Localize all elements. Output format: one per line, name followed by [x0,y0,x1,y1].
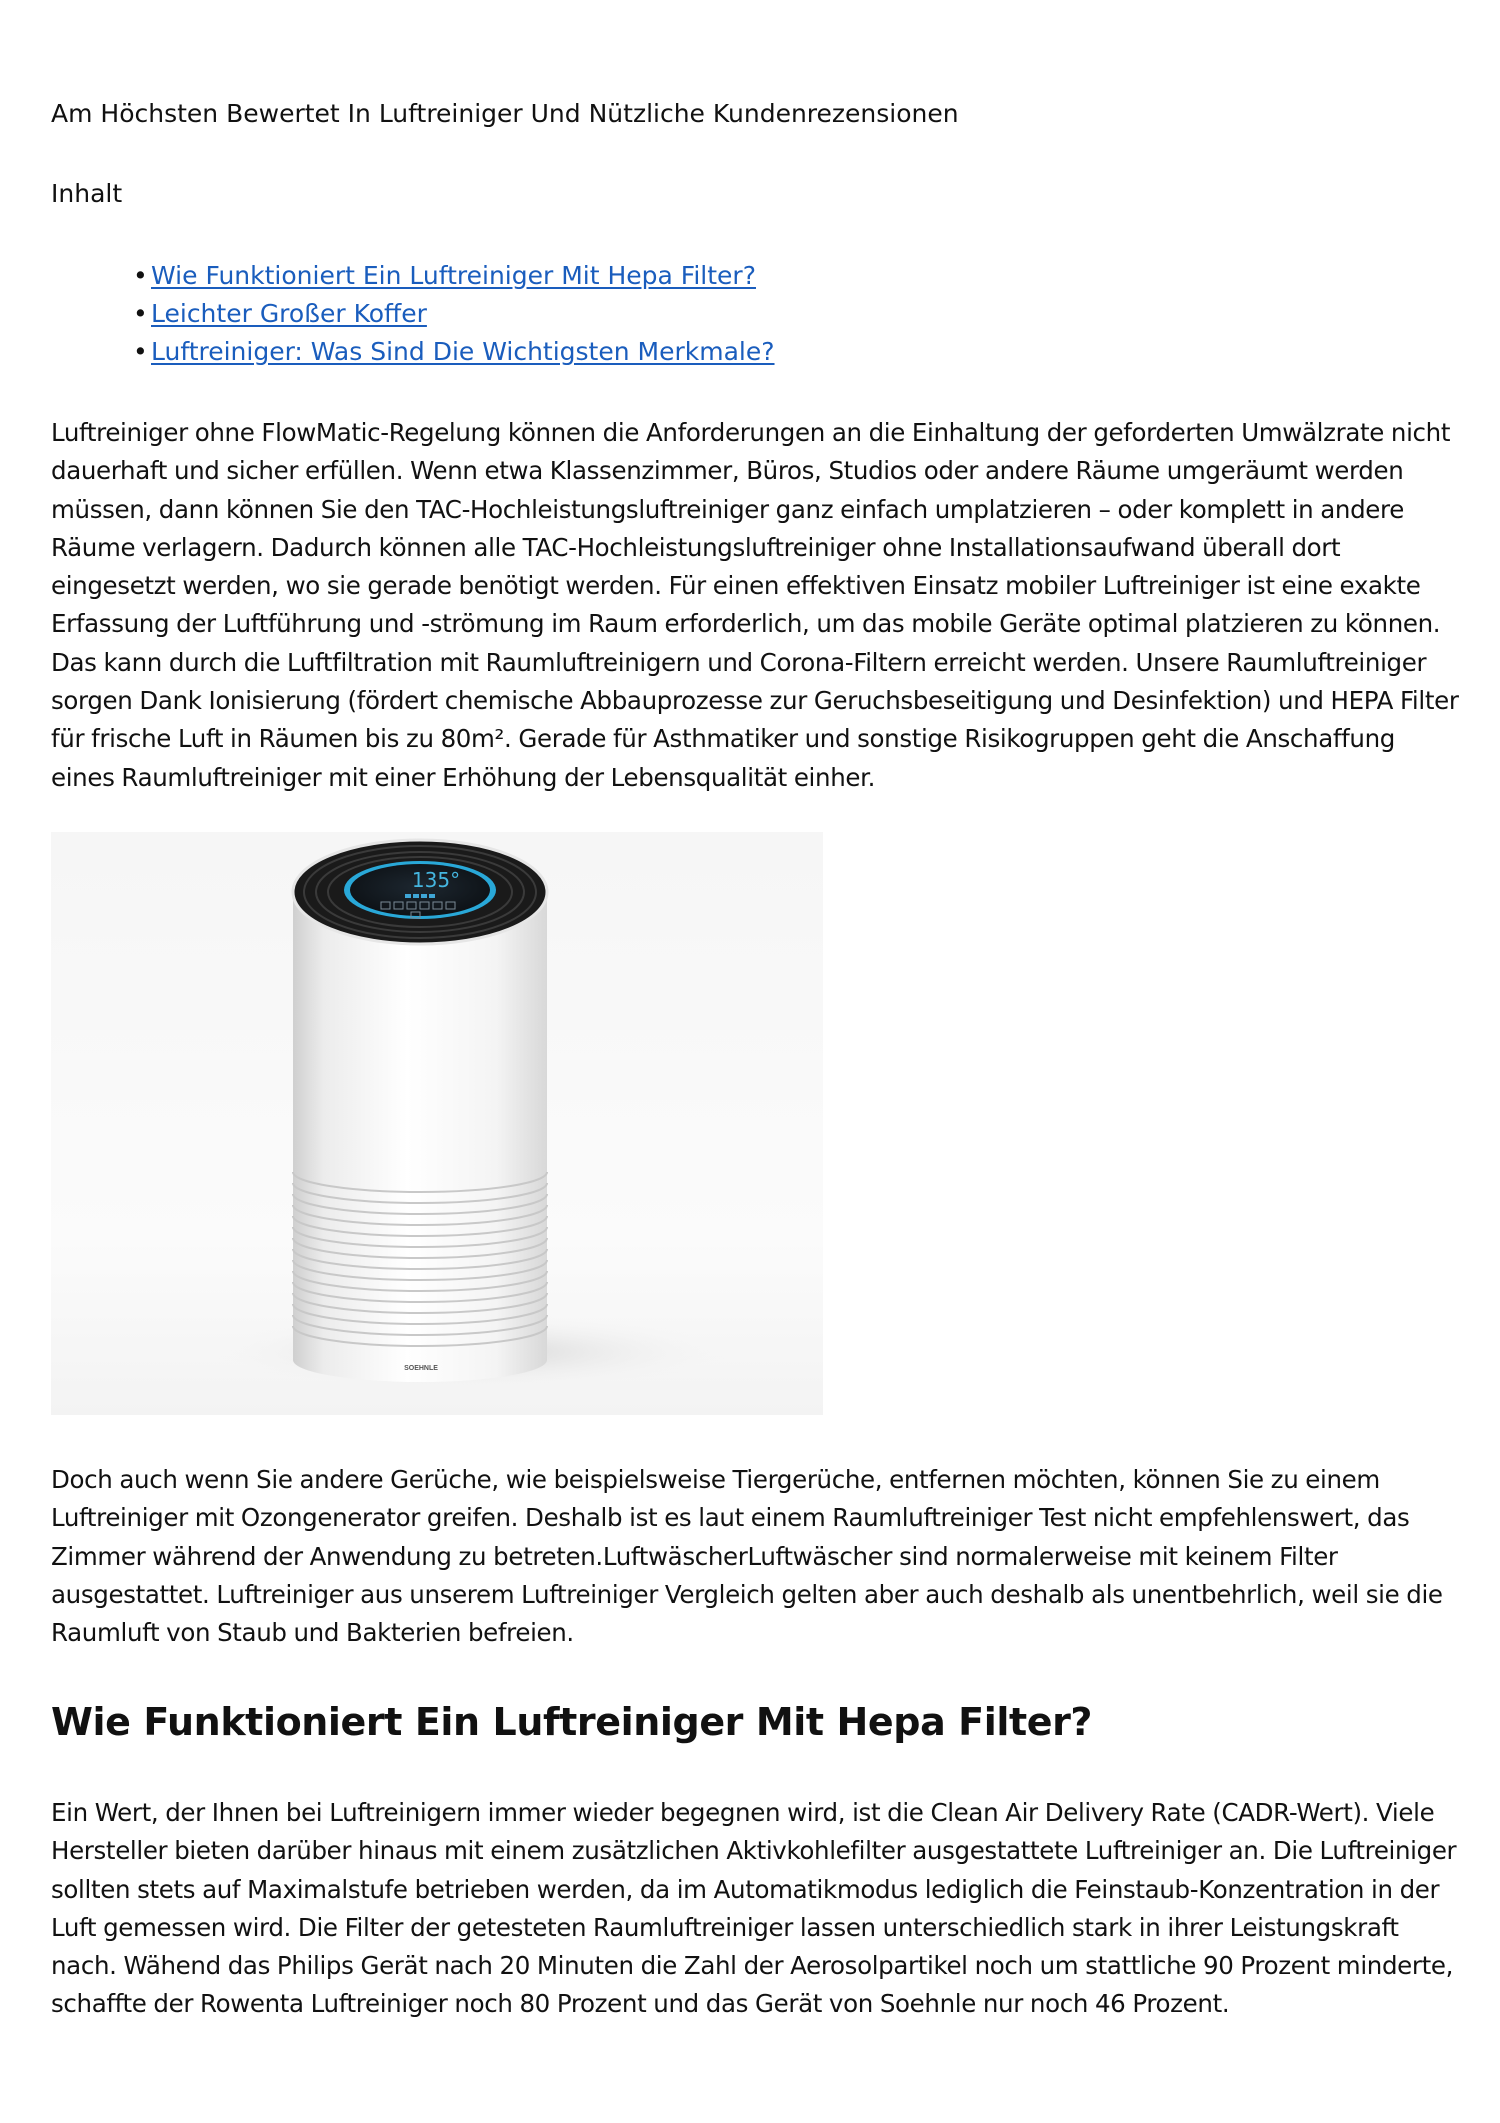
document-title: Am Höchsten Bewertet In Luftreiniger Und Nützliche Kundenrezensionen [51,99,959,128]
display-reading: 135° [411,868,461,892]
paragraph-ozon: Doch auch wenn Sie andere Gerüche, wie beispielsweise Tiergerüche, entfernen möchten, können Sie zu einem Luftreiniger mit Ozongenerator greifen. Deshalb ist es laut einem Raumluftreiniger Test nicht empfehlenswert, das Zimmer während der Anwendung zu betreten.LuftwäscherLuftwäscher sind normalerweise mit keinem Filter ausgestattet. Luftreiniger aus unserem Luftreiniger Vergleich gelten aber auch deshalb als unentbehrlich, weil sie die Raumluft von Staub und Bakterien befreien. [51,1465,1443,1648]
air-purifier-illustration [51,832,823,1415]
toc-link-merkmale[interactable]: Luftreiniger: Was Sind Die Wichtigsten Merkmale? [151,337,775,366]
paragraph-cadr: Ein Wert, der Ihnen bei Luftreinigern immer wieder begegnen wird, ist die Clean Air Delivery Rate (CADR-Wert). Viele Hersteller bieten darüber hinaus mit einem zusätzlichen Aktivkohlefilter ausgestattete Luftreiniger an. Die Luftreiniger sollten stets auf Maximalstufe betrieben werden, da im Automatikmodus lediglich die Feinstaub-Konzentration in der Luft gemessen wird. Die Filter der getesteten Raumluftreiniger lassen unterschiedlich stark in ihrer Leistungskraft nach. Wähend das Philips Gerät nach 20 Minuten die Zahl der Aerosolpartikel noch um stattliche 90 Prozent minderte, schaffte der Rowenta Luftreiniger noch 80 Prozent und das Gerät von Soehnle nur noch 46 Prozent. [51,1798,1457,2019]
toc-item [133,295,775,333]
air-purifier-image [51,832,823,1415]
bullet-icon: • [133,337,148,366]
paragraph-intro: Luftreiniger ohne FlowMatic-Regelung können die Anforderungen an die Einhaltung der geforderten Umwälzrate nicht dauerhaft und sicher erfüllen. Wenn etwa Klassenzimmer, Büros, Studios oder andere Räume umgeräumt werden müssen, dann können Sie den TAC-Hochleistungsluftreiniger ganz einfach umplatzieren – oder komplett in andere Räume verlagern. Dadurch können alle TAC-Hochleistungsluftreiniger ohne Installationsaufwand überall dort eingesetzt werden, wo sie gerade benötigt werden. Für einen effektiven Einsatz mobiler Luftreiniger ist eine exakte Erfassung der Luftführung und -strömung im Raum erforderlich, um das mobile Geräte optimal platzieren zu können. Das kann durch die Luftfiltration mit Raumluftreinigern und Corona-Filtern erreicht werden. Unsere Raumluftreiniger sorgen Dank Ionisierung (fördert chemische Abbauprozesse zur Geruchsbeseitigung und Desinfektion) und HEPA Filter für frische Luft in Räumen bis zu 80m². Gerade für Asthmatiker und sonstige Risikogruppen geht die Anschaffung eines Raumluftreiniger mit einer Erhöhung der Lebensqualität einher. [51,418,1459,792]
section-heading: Wie Funktioniert Ein Luftreiniger Mit Hepa Filter? [51,1700,1093,1744]
toc-link-hepa-filter[interactable]: Wie Funktioniert Ein Luftreiniger Mit Hepa Filter? [151,261,756,290]
purifier-body [293,892,547,1382]
table-of-contents [133,257,775,371]
bullet-icon: • [133,261,148,290]
toc-label: Inhalt [51,179,123,208]
brand-label: SOEHNLE [404,1365,438,1372]
toc-item [133,257,775,295]
bullet-icon: • [133,299,148,328]
toc-item [133,333,775,371]
toc-link-koffer[interactable]: Leichter Großer Koffer [151,299,427,328]
